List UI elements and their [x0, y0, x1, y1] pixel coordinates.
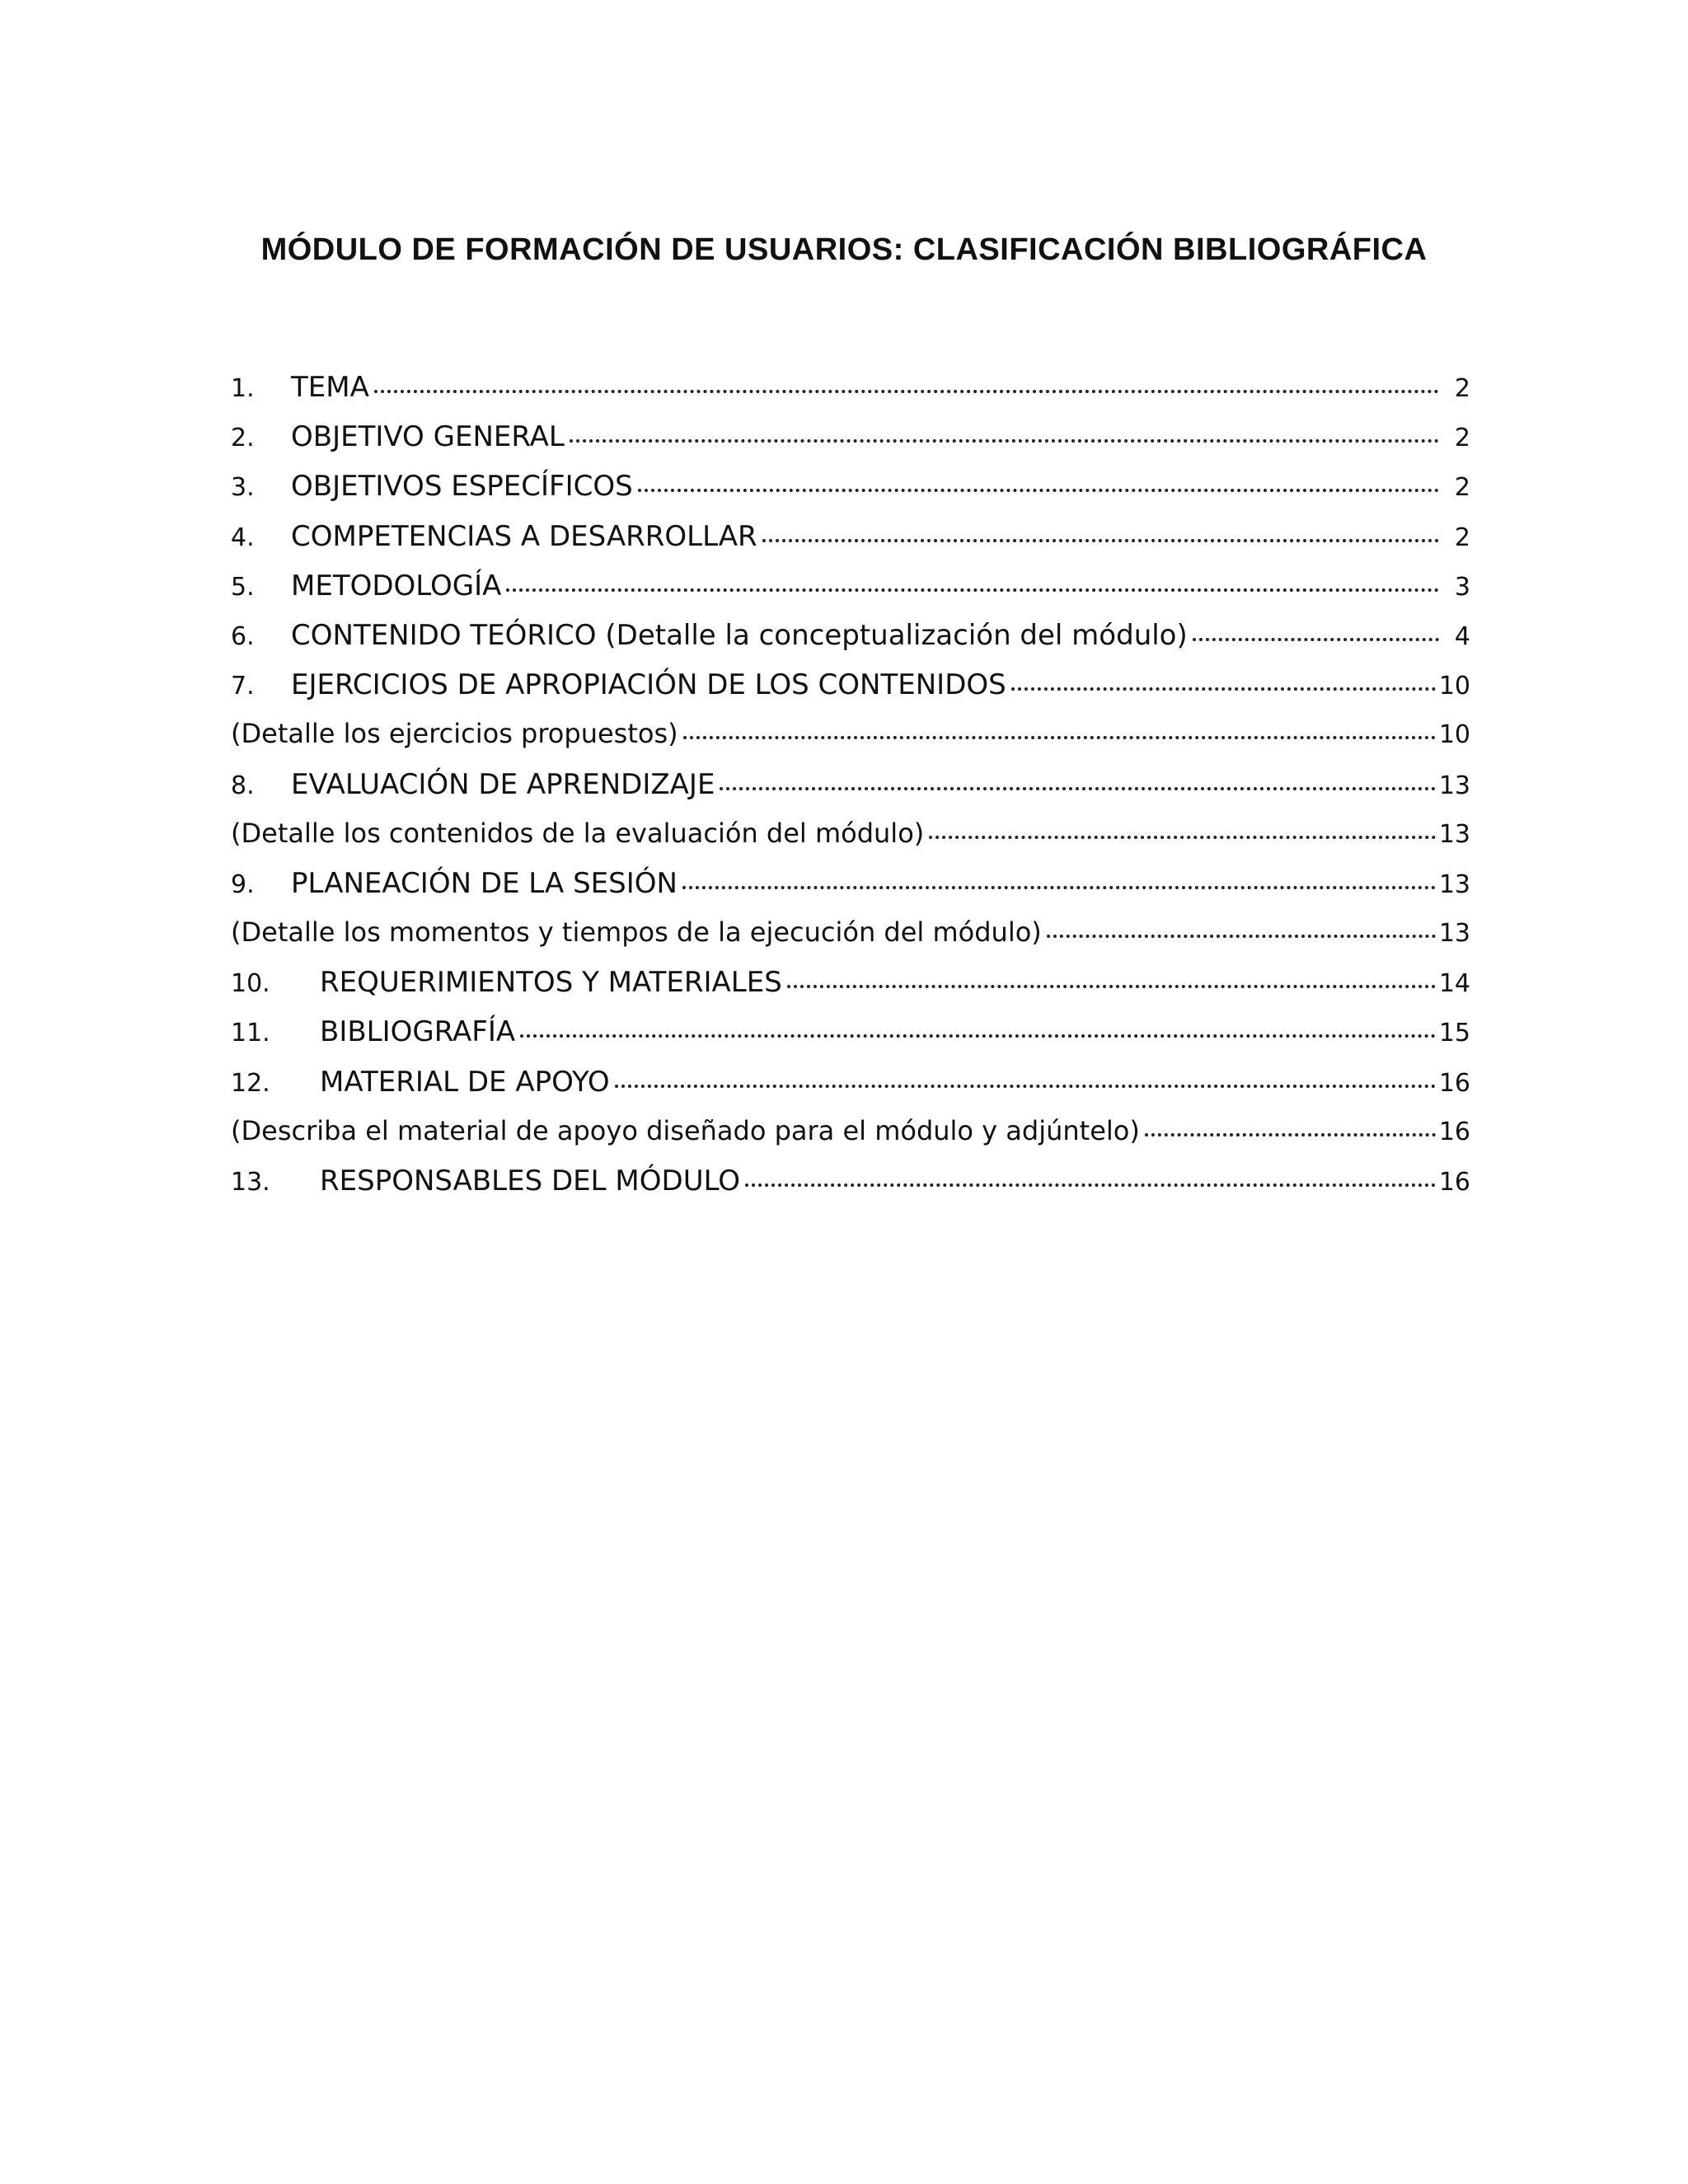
toc-page-number: 2: [1454, 523, 1470, 552]
toc-number: 6.: [231, 621, 255, 651]
toc-label: EVALUACIÓN DE APRENDIZAJE: [291, 767, 715, 801]
toc-number: 10.: [231, 969, 270, 999]
toc-leader-dots: [570, 439, 1439, 443]
toc-leader-dots: [1193, 638, 1439, 641]
toc-label: PLANEACIÓN DE LA SESIÓN: [291, 866, 678, 900]
toc-page-number: 13: [1438, 869, 1470, 899]
toc-page-number: 16: [1438, 1168, 1470, 1197]
toc-number: 4.: [231, 523, 255, 552]
toc-page-number: 2: [1454, 424, 1470, 453]
toc-number: 13.: [231, 1168, 270, 1197]
toc-page-number: 14: [1438, 969, 1470, 999]
toc-page-number: 2: [1454, 374, 1470, 403]
toc-page-number: 13: [1438, 919, 1470, 949]
toc-number: 11.: [231, 1019, 270, 1048]
toc-label: METODOLOGÍA: [291, 569, 502, 602]
toc-label: (Detalle los contenidos de la evaluación del módulo): [231, 817, 925, 849]
toc-label: BIBLIOGRAFÍA: [320, 1015, 516, 1049]
toc-label: OBJETIVO GENERAL: [291, 420, 565, 454]
toc-leader-dots: [638, 489, 1439, 492]
toc-leader-dots: [682, 886, 1436, 889]
toc-subentry[interactable]: [231, 1115, 1470, 1165]
toc-leader-dots: [520, 1034, 1436, 1038]
toc-label: CONTENIDO TEÓRICO (Detalle la conceptualización del módulo): [291, 618, 1188, 652]
toc-label: (Detalle los momentos y tiempos de la ejecución del módulo): [231, 916, 1042, 949]
toc-page-number: 10: [1438, 672, 1470, 701]
toc-leader-dots: [787, 985, 1436, 988]
toc-leader-dots: [683, 736, 1436, 739]
toc-entry[interactable]: [231, 619, 1470, 668]
toc-leader-dots: [506, 588, 1439, 592]
toc-number: 5.: [231, 572, 255, 602]
toc-page-number: 3: [1454, 572, 1470, 602]
toc-entry[interactable]: [231, 569, 1470, 619]
toc-page-number: 15: [1438, 1019, 1470, 1048]
toc-leader-dots: [720, 787, 1435, 790]
toc-number: 12.: [231, 1068, 270, 1098]
toc-entry[interactable]: [231, 420, 1470, 470]
toc-label: RESPONSABLES DEL MÓDULO: [320, 1165, 741, 1197]
toc-page-number: 10: [1438, 720, 1470, 750]
table-of-contents: [231, 371, 1470, 1214]
toc-entry[interactable]: [231, 867, 1470, 916]
toc-entry[interactable]: [231, 520, 1470, 569]
toc-number: 3.: [231, 473, 255, 503]
toc-subentry[interactable]: [231, 818, 1470, 867]
toc-entry[interactable]: [231, 1066, 1470, 1115]
toc-leader-dots: [1047, 935, 1436, 938]
page-title: MÓDULO DE FORMACIÓN DE USUARIOS: CLASIFICACIÓN BIBLIOGRÁFICA: [260, 232, 1428, 267]
toc-label: OBJETIVOS ESPECÍFICOS: [291, 470, 633, 504]
toc-page-number: 13: [1438, 819, 1470, 849]
toc-page-number: 16: [1438, 1068, 1470, 1098]
toc-page-number: 13: [1438, 771, 1470, 800]
toc-entry[interactable]: [231, 768, 1470, 818]
toc-entry[interactable]: [231, 668, 1470, 718]
toc-label: (Describa el material de apoyo diseñado para el módulo y adjúntelo): [231, 1114, 1140, 1146]
toc-leader-dots: [615, 1085, 1436, 1088]
toc-number: 9.: [231, 869, 255, 899]
toc-leader-dots: [745, 1183, 1436, 1187]
toc-page-number: 2: [1454, 473, 1470, 503]
toc-number: 8.: [231, 771, 255, 800]
toc-label: MATERIAL DE APOYO: [320, 1065, 610, 1099]
toc-page-number: 16: [1438, 1117, 1470, 1146]
toc-label: REQUERIMIENTOS Y MATERIALES: [320, 966, 782, 1000]
toc-leader-dots: [929, 836, 1436, 839]
toc-leader-dots: [374, 390, 1439, 393]
toc-number: 1.: [231, 374, 255, 403]
toc-leader-dots: [762, 539, 1439, 542]
toc-label: TEMA: [291, 371, 369, 404]
toc-entry[interactable]: [231, 1015, 1470, 1065]
toc-page-number: 4: [1454, 621, 1470, 651]
toc-entry[interactable]: [231, 470, 1470, 519]
toc-leader-dots: [1011, 687, 1436, 691]
toc-subentry[interactable]: [231, 718, 1470, 767]
toc-leader-dots: [1145, 1133, 1436, 1137]
toc-entry[interactable]: [231, 371, 1470, 420]
toc-subentry[interactable]: [231, 916, 1470, 966]
toc-number: 2.: [231, 424, 255, 453]
toc-entry[interactable]: [231, 1165, 1470, 1214]
toc-label: (Detalle los ejercicios propuestos): [231, 718, 678, 750]
toc-entry[interactable]: [231, 966, 1470, 1015]
toc-number: 7.: [231, 672, 255, 701]
toc-label: EJERCICIOS DE APROPIACIÓN DE LOS CONTENIDOS: [291, 668, 1006, 702]
toc-label: COMPETENCIAS A DESARROLLAR: [291, 519, 757, 553]
